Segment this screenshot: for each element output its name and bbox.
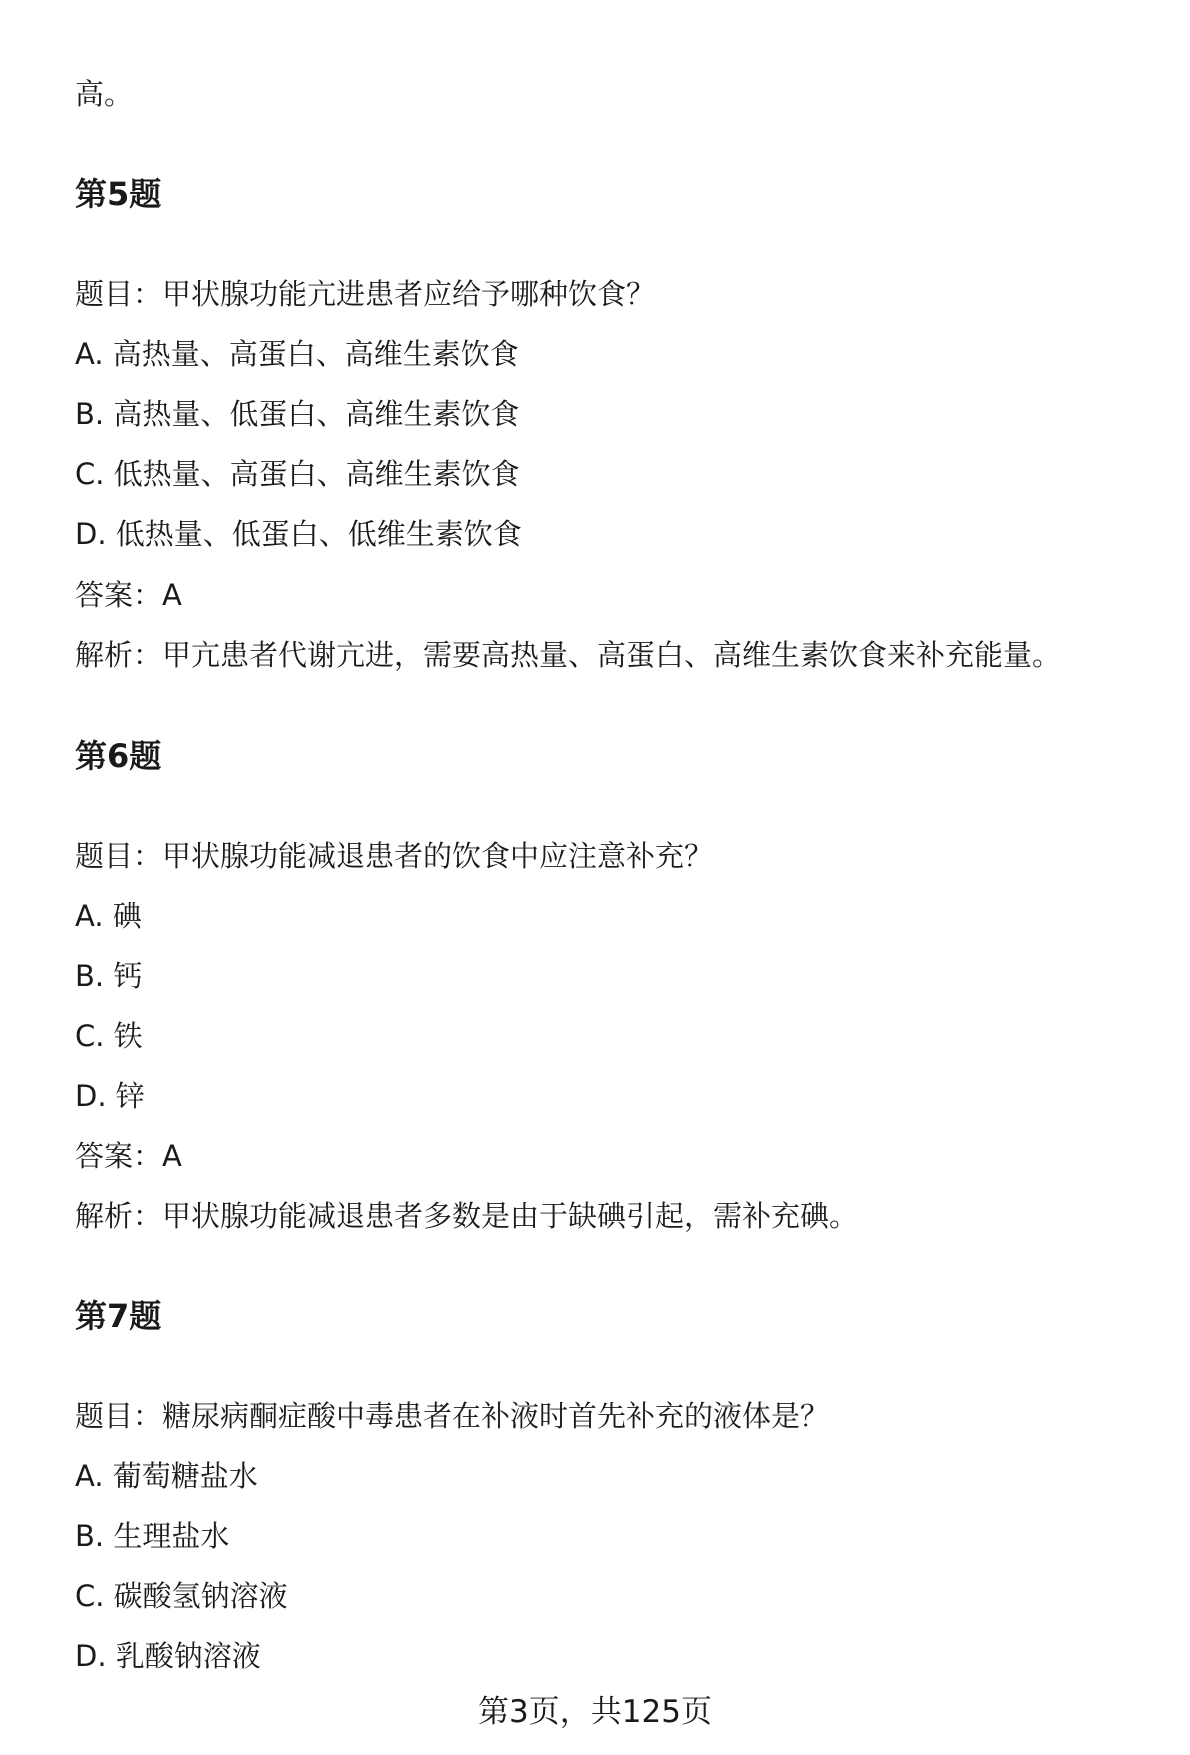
answer: 答案：A [75, 1139, 182, 1173]
option-b: B. 生理盐水 [75, 1519, 230, 1553]
analysis: 解析：甲亢患者代谢亢进，需要高热量、高蛋白、高维生素饮食来补充能量。 [75, 638, 1062, 672]
question-heading: 第5题 [75, 175, 162, 213]
option-d: D. 乳酸钠溶液 [75, 1639, 261, 1673]
option-b: B. 钙 [75, 959, 143, 993]
option-c: C. 铁 [75, 1019, 143, 1053]
option-d: D. 低热量、低蛋白、低维生素饮食 [75, 517, 522, 551]
page-number-footer: 第3页，共125页 [478, 1694, 712, 1730]
question-stem: 题目：甲状腺功能减退患者的饮食中应注意补充？ [75, 839, 714, 873]
continuation-text: 高。 [75, 77, 134, 111]
option-a: A. 葡萄糖盐水 [75, 1459, 258, 1493]
question-stem: 题目：糖尿病酮症酸中毒患者在补液时首先补充的液体是？ [75, 1399, 830, 1433]
option-a: A. 碘 [75, 899, 142, 933]
analysis: 解析：甲状腺功能减退患者多数是由于缺碘引起，需补充碘。 [75, 1199, 859, 1233]
option-b: B. 高热量、低蛋白、高维生素饮食 [75, 397, 520, 431]
option-a: A. 高热量、高蛋白、高维生素饮食 [75, 337, 519, 371]
question-heading: 第6题 [75, 737, 162, 775]
question-heading: 第7题 [75, 1297, 162, 1335]
option-c: C. 低热量、高蛋白、高维生素饮食 [75, 457, 520, 491]
option-c: C. 碳酸氢钠溶液 [75, 1579, 288, 1613]
question-stem: 题目：甲状腺功能亢进患者应给予哪种饮食？ [75, 277, 656, 311]
option-d: D. 锌 [75, 1079, 145, 1113]
answer: 答案：A [75, 578, 182, 612]
